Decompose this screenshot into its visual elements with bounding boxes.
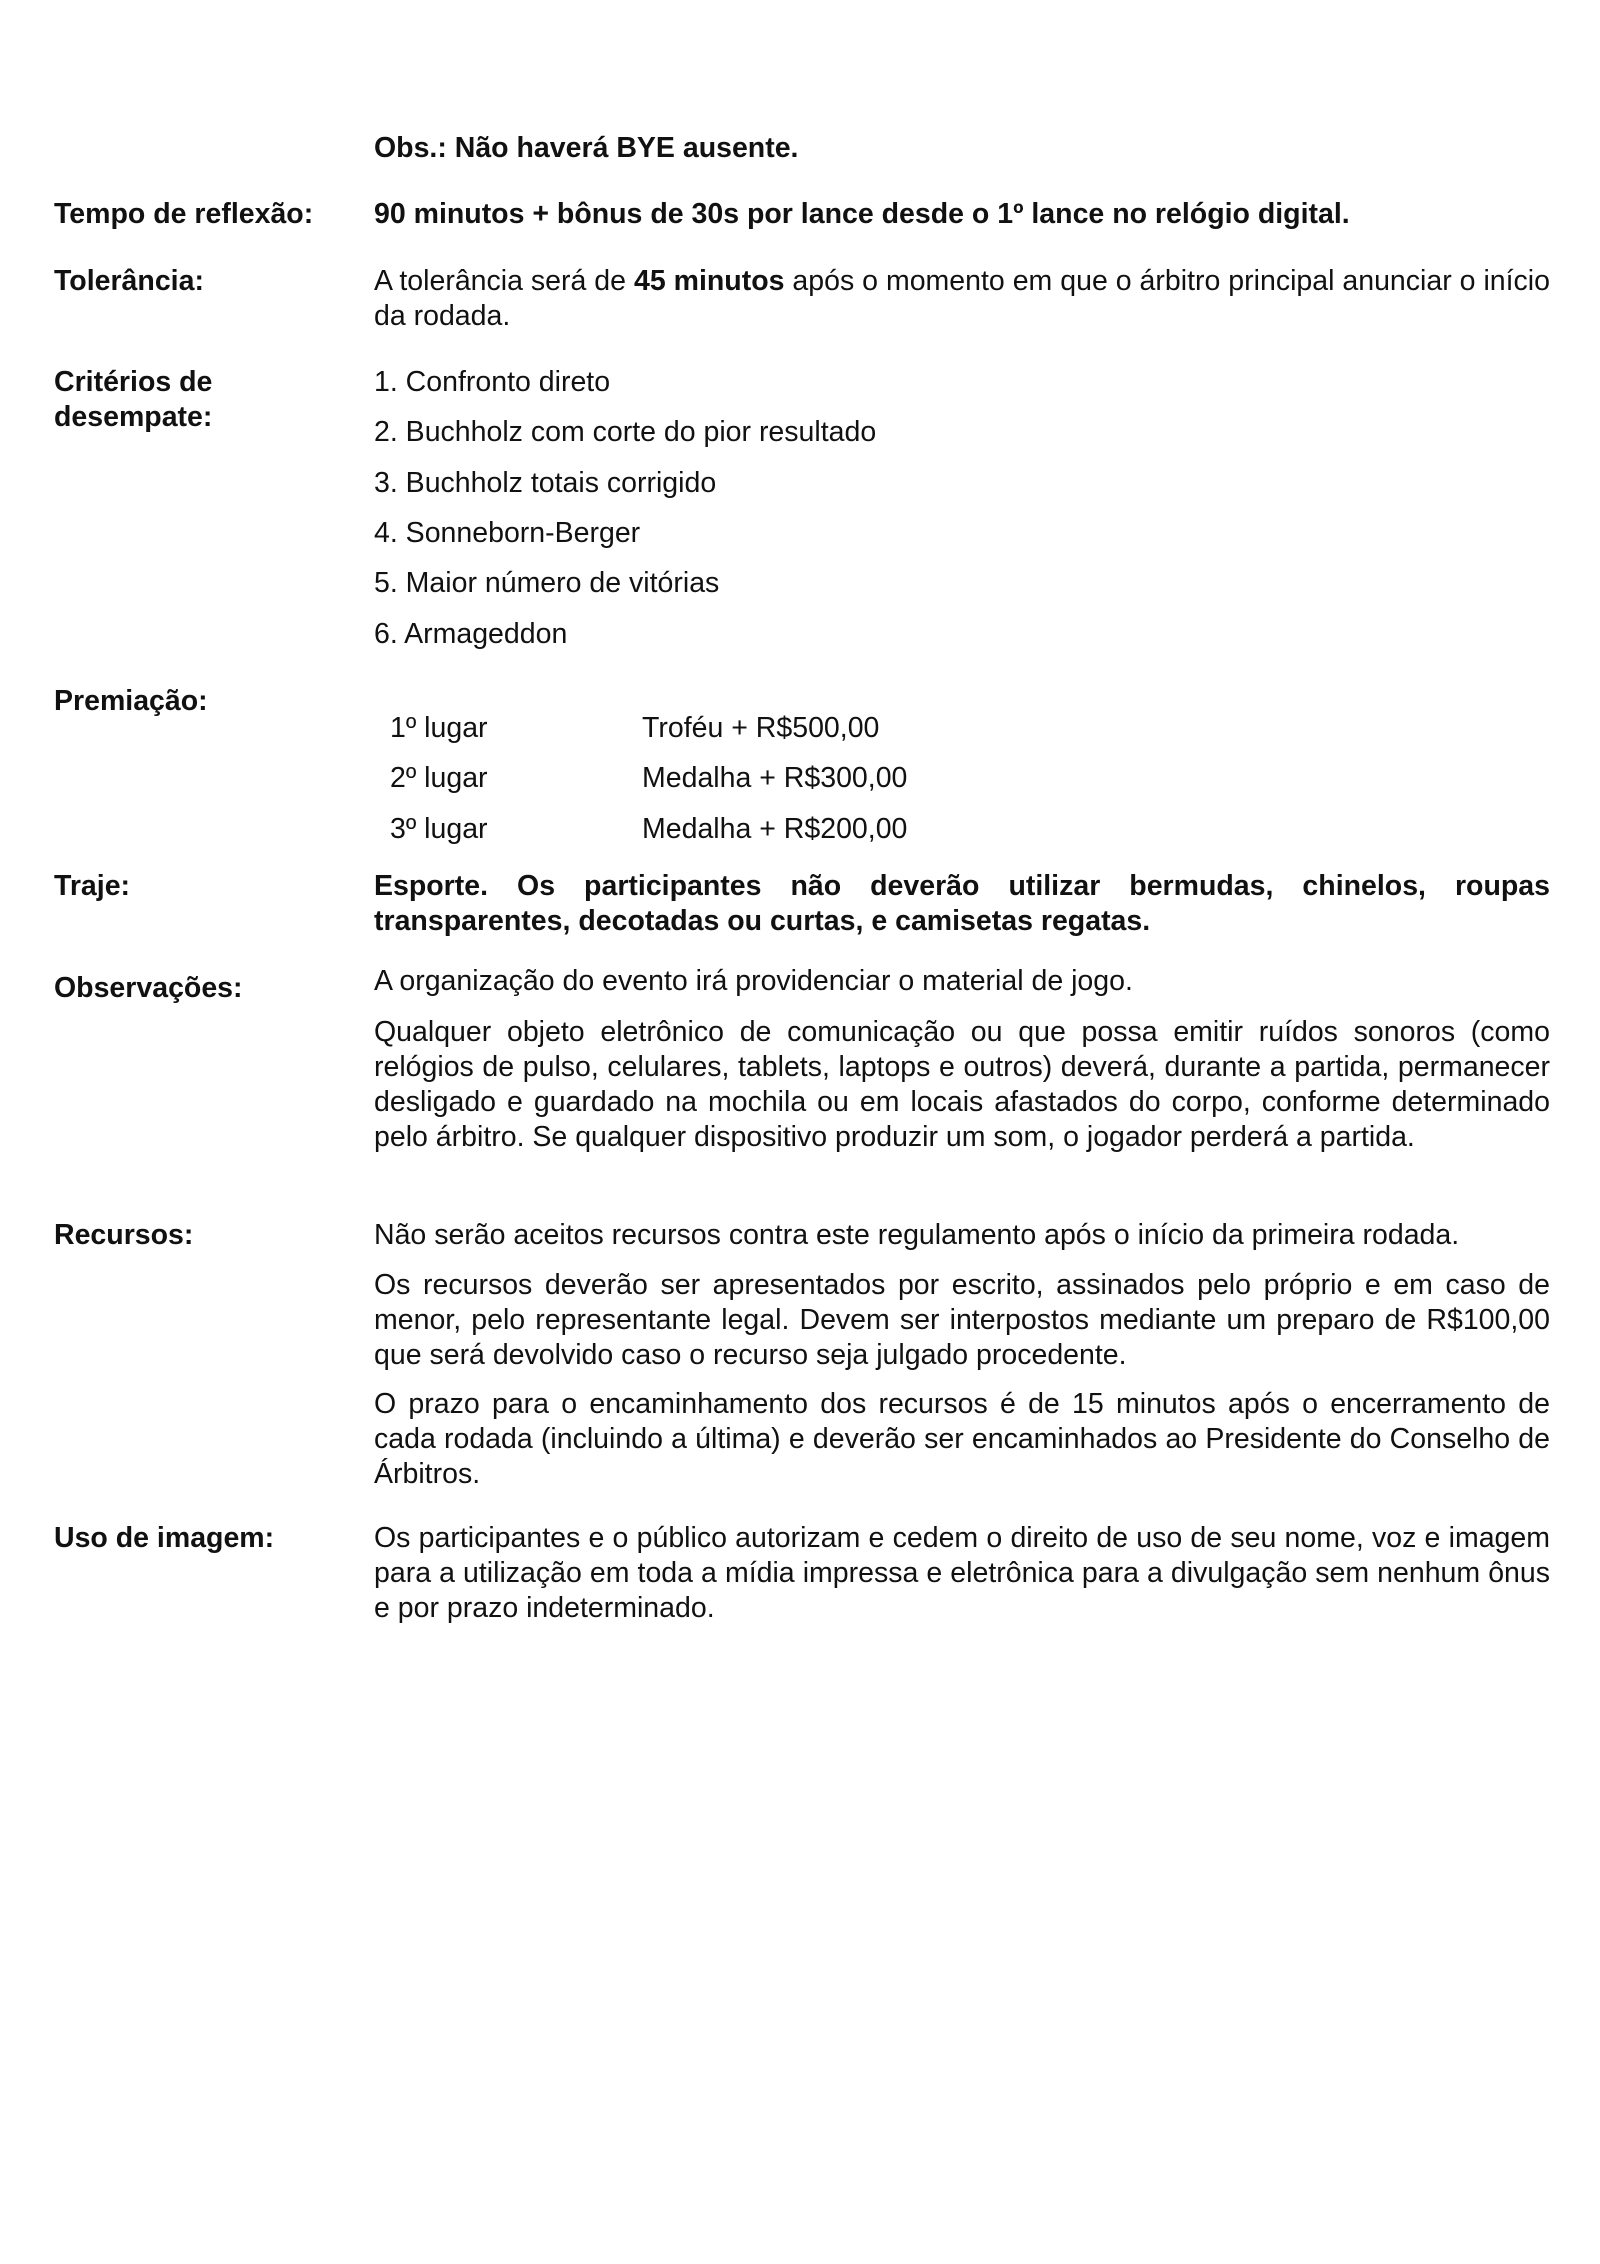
criterio-item: 5. Maior número de vitórias	[374, 567, 720, 599]
tolerancia-label: Tolerância:	[54, 265, 204, 297]
recursos-p3: O prazo para o encaminhamento dos recursos é de 15 minutos após o encerramento de cada rodada (incluindo a última) e deverão ser encaminhados ao Presidente do Conselho de Árbitros.	[374, 1388, 1550, 1490]
prize-row	[390, 711, 1090, 746]
prize-value: Medalha + R$200,00	[642, 813, 908, 845]
tempo-text: 90 minutos + bônus de 30s por lance desde o 1º lance no relógio digital.	[374, 198, 1350, 230]
criterios-label	[54, 365, 354, 435]
observacoes-p1: A organização do evento irá providenciar o material de jogo.	[374, 965, 1133, 997]
tolerancia-text-before: A tolerância será de	[374, 265, 634, 297]
uso-imagem-label: Uso de imagem:	[54, 1522, 275, 1554]
uso-imagem-text: Os participantes e o público autorizam e cedem o direito de uso de seu nome, voz e imagem para a utilização em toda a mídia impressa e eletrônica para a divulgação sem nenhum ônus e por prazo indeterminado.	[374, 1522, 1550, 1624]
prize-value: Medalha + R$300,00	[642, 762, 908, 794]
prize-row	[390, 761, 1090, 796]
prize-place: 2º lugar	[390, 762, 488, 794]
criterio-item: 2. Buchholz com corte do pior resultado	[374, 416, 877, 448]
tolerancia-text	[374, 264, 1550, 334]
obs-note: Obs.: Não haverá BYE ausente.	[374, 132, 799, 164]
tempo-label: Tempo de reflexão:	[54, 198, 314, 230]
recursos-p1: Não serão aceitos recursos contra este regulamento após o início da primeira rodada.	[374, 1219, 1460, 1251]
traje-text: Esporte. Os participantes não deverão utilizar bermudas, chinelos, roupas transparentes, decotadas ou curtas, e camisetas regatas.	[374, 870, 1550, 937]
tolerancia-text-bold: 45 minutos	[633, 265, 785, 297]
criterio-item: 1. Confronto direto	[374, 366, 611, 398]
criterio-item: 3. Buchholz totais corrigido	[374, 467, 717, 499]
criterio-item: 4. Sonneborn-Berger	[374, 517, 641, 549]
criterio-item: 6. Armageddon	[374, 618, 568, 650]
traje-label: Traje:	[54, 870, 131, 902]
recursos-p2: Os recursos deverão ser apresentados por escrito, assinados pelo próprio e em caso de menor, pelo representante legal. Devem ser interpostos mediante um preparo de R$100,00 que será devolvido caso o recurso seja julgado procedente.	[374, 1269, 1550, 1371]
observacoes-label: Observações:	[54, 972, 243, 1004]
prize-place: 1º lugar	[390, 712, 488, 744]
prize-value: Troféu + R$500,00	[642, 712, 880, 744]
criterios-label-line2: desempate:	[54, 401, 213, 433]
prize-place: 3º lugar	[390, 813, 488, 845]
criterios-label-line1: Critérios de	[54, 366, 213, 398]
prize-row	[390, 812, 1090, 847]
recursos-label: Recursos:	[54, 1219, 194, 1251]
observacoes-p2: Qualquer objeto eletrônico de comunicação ou que possa emitir ruídos sonoros (como relógios de pulso, celulares, tablets, laptops e outros) deverá, durante a partida, permanecer desligado e guardado na mochila ou em locais afastados do corpo, conforme determinado pelo árbitro. Se qualquer dispositivo produzir um som, o jogador perderá a partida.	[374, 1016, 1550, 1153]
tolerancia-text-after: após o momento em que o árbitro principal anunciar o início da rodada.	[374, 265, 1550, 332]
premiacao-label: Premiação:	[54, 685, 208, 717]
